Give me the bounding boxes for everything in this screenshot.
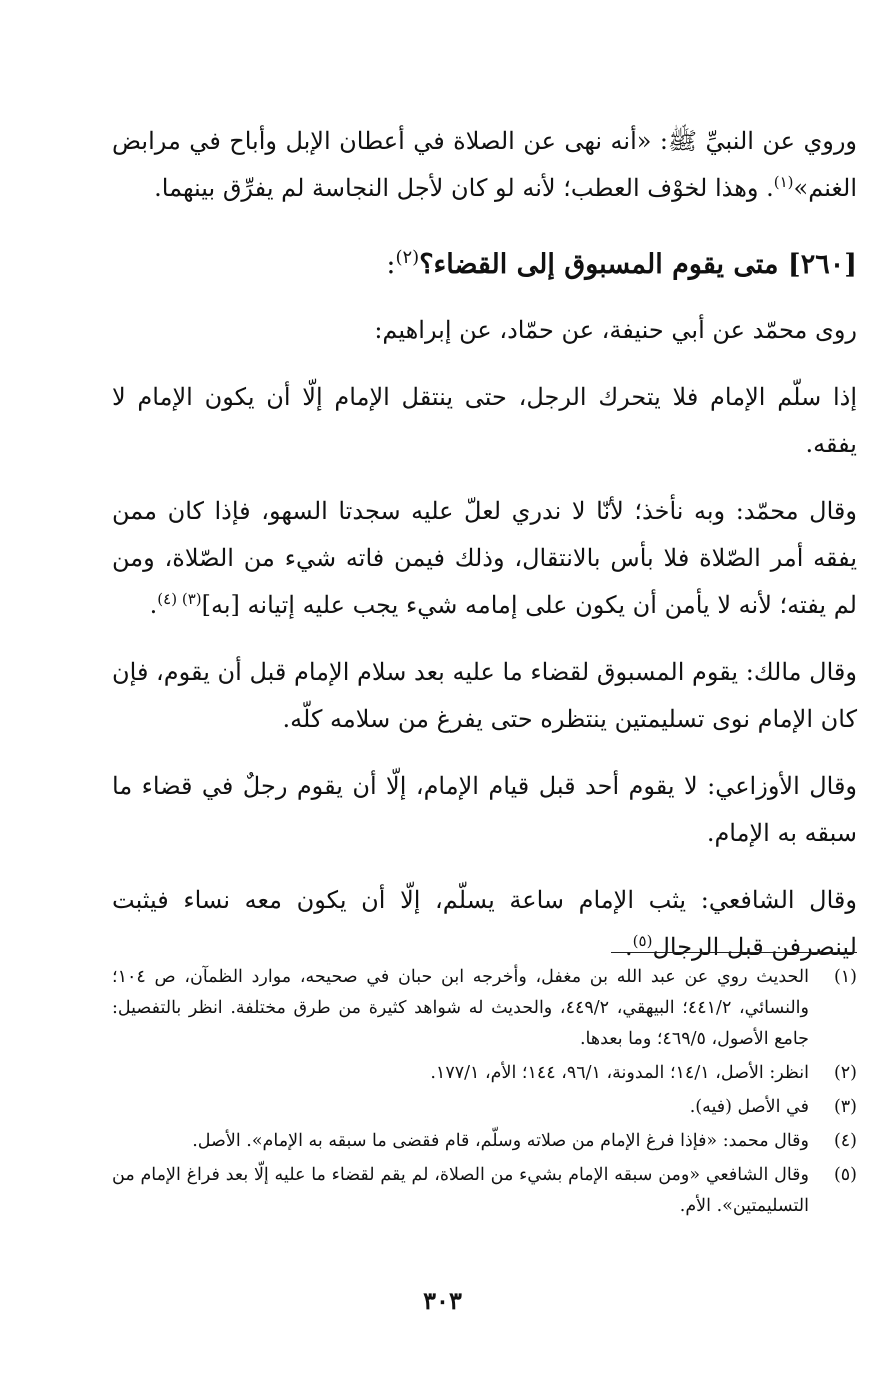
- footnote-number: (٥): [833, 1165, 857, 1185]
- paragraph-hadith-text-end: . وهذا لخوْف العطب؛ لأنه لو كان لأجل النجاسة لم يفرِّق بينهما.: [154, 174, 774, 202]
- footnote-item: [112, 962, 857, 1055]
- paragraph-ibrahim-text: إذا سلّم الإمام فلا يتحرك الرجل، حتى ينتقل الإمام إلّا أن يكون الإمام لا يفقه.: [112, 383, 857, 458]
- footnote-number: (٤): [833, 1131, 857, 1151]
- footnote-number: (٣): [833, 1097, 857, 1117]
- footnote-ref-3-4[interactable]: (٣) (٤): [157, 590, 202, 608]
- paragraph-awzai: [112, 763, 857, 857]
- footnote-ref-2[interactable]: (٢): [395, 247, 420, 268]
- paragraph-muhammad-text-end: .: [149, 591, 158, 619]
- paragraph-malik: [112, 649, 857, 743]
- section-heading: [112, 232, 857, 291]
- paragraph-hadith: [112, 118, 857, 212]
- paragraph-hadith-text: وروي عن النبيِّ ﷺ: «أنه نهى عن الصلاة في أعطان الإبل وأباح في مرابض الغنم»: [112, 127, 857, 202]
- footnote-ref-1[interactable]: (١): [773, 173, 794, 191]
- main-text: [112, 118, 857, 991]
- paragraph-shafii-text-end: .: [625, 933, 633, 961]
- footnote-number: (٢): [833, 1063, 857, 1083]
- footnote-item: [112, 1160, 857, 1222]
- footnote-item: [112, 1092, 857, 1123]
- footnote-text: في الأصل (فيه).: [689, 1097, 809, 1117]
- paragraph-muhammad-text: وقال محمّد: وبه نأخذ؛ لأنّا لا ندري لعلّ عليه سجدتا السهو، فإذا كان ممن يفقه أمر الصّلاة فلا بأس بالانتقال، وذلك فيمن فاته شيء من الصّلاة، ومن لم يفته؛ لأنه لا يأمن أن يكون على إمامه شيء يجب عليه إتيانه [به]: [112, 497, 857, 619]
- paragraph-narration-text: روى محمّد عن أبي حنيفة، عن حمّاد، عن إبراهيم:: [374, 316, 857, 344]
- heading-colon: :: [386, 249, 396, 280]
- paragraph-shafii: [112, 877, 857, 971]
- paragraph-narration: [112, 307, 857, 354]
- paragraph-malik-text: وقال مالك: يقوم المسبوق لقضاء ما عليه بعد سلام الإمام قبل أن يقوم، فإن كان الإمام نوى تسليمتين ينتظره حتى يفرغ من سلامه كلّه.: [112, 658, 857, 733]
- footnote-ref-5[interactable]: (٥): [632, 932, 653, 950]
- page-number: ٣٠٣: [423, 1286, 462, 1315]
- section-number: [٢٦٠]: [787, 249, 857, 280]
- footnote-number: (١): [833, 967, 857, 987]
- footnote-divider: [611, 952, 857, 953]
- footnote-text: الحديث روي عن عبد الله بن مغفل، وأخرجه ابن حبان في صحيحه، موارد الظمآن، ص ١٠٤؛ والنسائي، ٤٤١/٢؛ البيهقي، ٤٤٩/٢، والحديث له شواهد كثيرة من طرق مختلفة. انظر بالتفصيل: جامع الأصول، ٤٦٩/٥؛ وما بعدها.: [112, 967, 809, 1049]
- paragraph-ibrahim: [112, 374, 857, 468]
- paragraph-shafii-text: وقال الشافعي: يثب الإمام ساعة يسلّم، إلّا أن يكون معه نساء فيثبت لينصرفن قبل الرجال: [112, 886, 857, 961]
- section-title: متى يقوم المسبوق إلى القضاء؟: [419, 249, 779, 280]
- footnote-text: انظر: الأصل، ١٤/١؛ المدونة، ٩٦/١، ١٤٤؛ الأم، ١٧٧/١.: [430, 1063, 809, 1083]
- footnotes: [112, 962, 857, 1225]
- footnote-text: وقال محمد: «فإذا فرغ الإمام من صلاته وسلّم، قام فقضى ما سبقه به الإمام». الأصل.: [192, 1131, 809, 1151]
- footnote-text: وقال الشافعي «ومن سبقه الإمام بشيء من الصلاة، لم يقم لقضاء ما عليه إلّا بعد فراغ الإمام من التسليمتين». الأم.: [112, 1165, 809, 1216]
- paragraph-awzai-text: وقال الأوزاعي: لا يقوم أحد قبل قيام الإمام، إلّا أن يقوم رجلٌ في قضاء ما سبقه به الإمام.: [112, 772, 857, 847]
- paragraph-muhammad: [112, 488, 857, 629]
- footnote-item: [112, 1126, 857, 1157]
- footnote-item: [112, 1058, 857, 1089]
